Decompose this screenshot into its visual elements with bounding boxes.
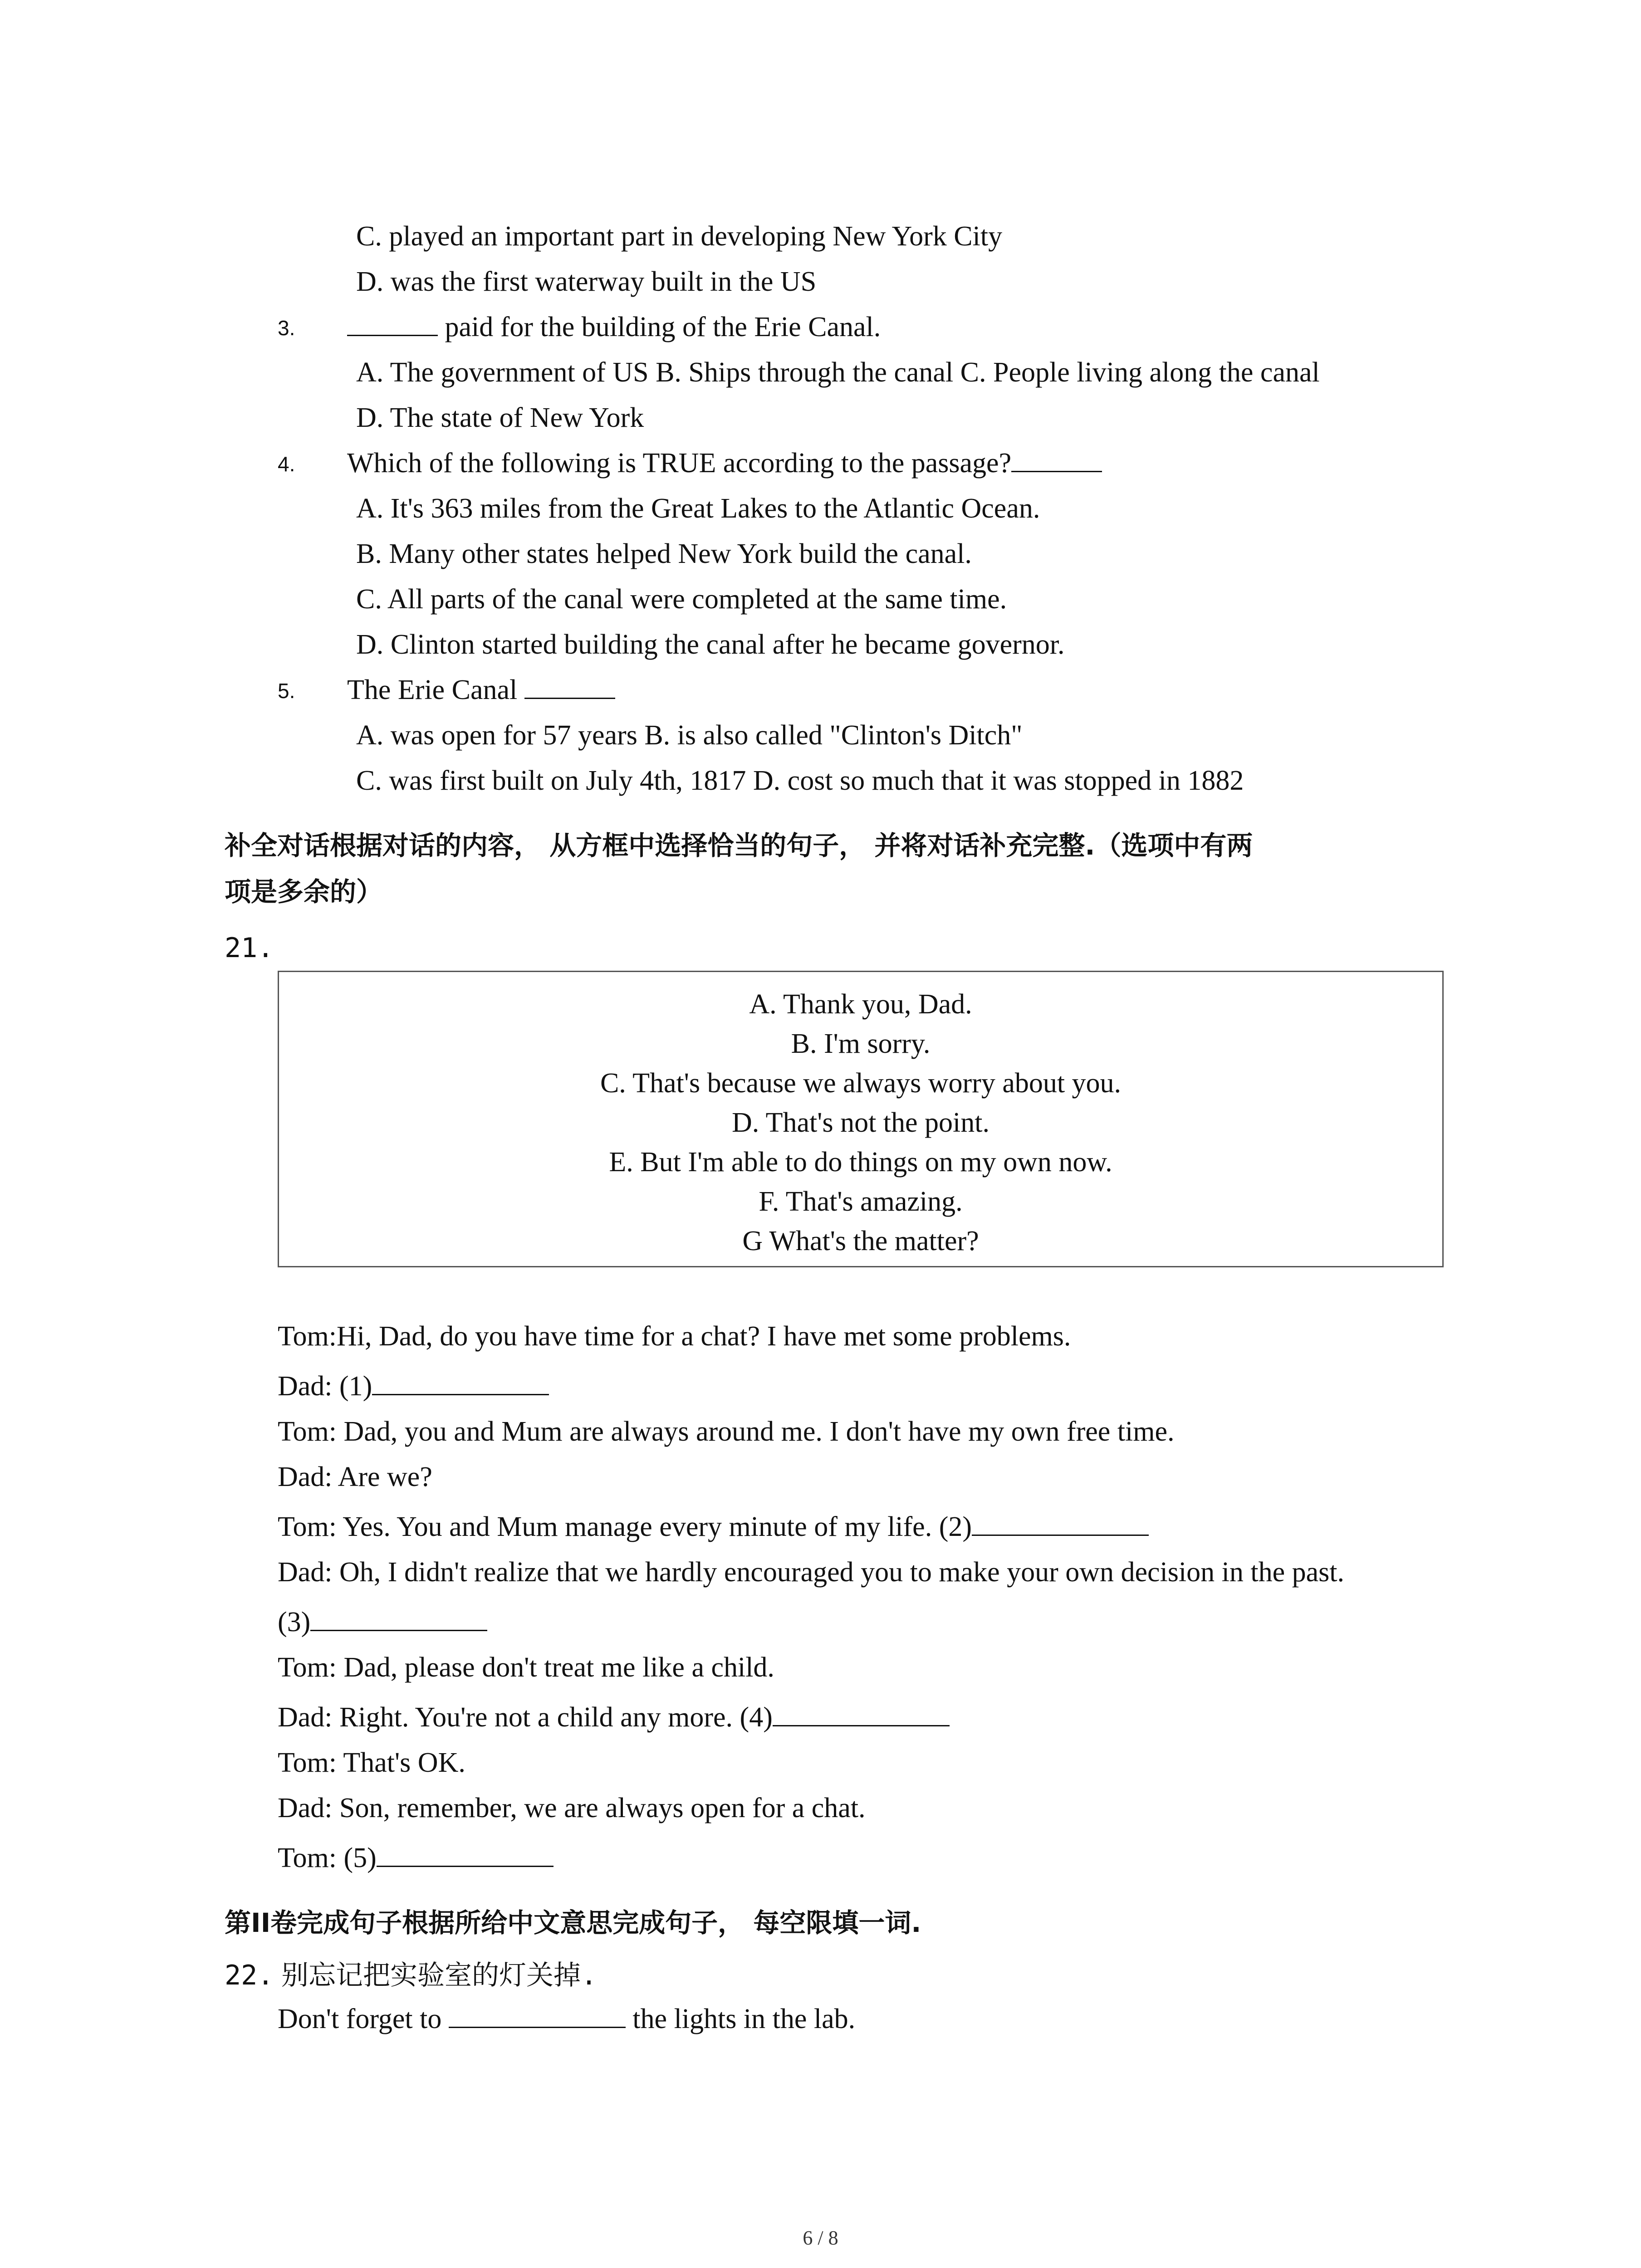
box-option-d: D. That's not the point. bbox=[732, 1107, 989, 1138]
blank-5[interactable] bbox=[377, 1866, 554, 1867]
dialogue-line-8: Tom: Dad, please don't treat me like a child. bbox=[278, 1652, 774, 1683]
q4-number: 4. bbox=[278, 452, 295, 476]
box-option-a: A. Thank you, Dad. bbox=[749, 989, 972, 1020]
blank-3[interactable] bbox=[310, 1630, 487, 1631]
q4-option-d: D. Clinton started building the canal after he became governor. bbox=[356, 629, 1065, 660]
dialogue-line-12-text: Tom: (5) bbox=[278, 1843, 377, 1873]
q3-option-d: D. The state of New York bbox=[356, 402, 644, 433]
q5-options-cd: C. was first built on July 4th, 1817 D. cost so much that it was stopped in 1882 bbox=[356, 765, 1244, 796]
dialogue-line-11: Dad: Son, remember, we are always open for a chat. bbox=[278, 1793, 866, 1823]
dialogue-line-5 bbox=[278, 1513, 1149, 1541]
dialogue-line-7-text: (3) bbox=[278, 1607, 311, 1637]
options-box bbox=[278, 971, 1444, 1267]
dialogue-line-9 bbox=[278, 1703, 950, 1731]
dialogue-section-heading-line1: 补全对话根据对话的内容， 从方框中选择恰当的句子， 并将对话补充完整.（选项中有两 bbox=[225, 830, 1253, 861]
q3-stem bbox=[347, 313, 881, 341]
blank-2[interactable] bbox=[972, 1535, 1149, 1536]
q22-prefix: Don't forget to bbox=[278, 2004, 449, 2034]
q3-options-abc: A. The government of US B. Ships through the canal C. People living along the canal bbox=[356, 357, 1320, 388]
blank-4[interactable] bbox=[773, 1725, 950, 1726]
q4-option-a: A. It's 363 miles from the Great Lakes to the Atlantic Ocean. bbox=[356, 493, 1040, 524]
q4-stem-text: Which of the following is TRUE according to the passage? bbox=[347, 448, 1012, 479]
q4-stem bbox=[347, 449, 1102, 477]
q3-number: 3. bbox=[278, 316, 295, 340]
dialogue-line-4: Dad: Are we? bbox=[278, 1461, 432, 1492]
dialogue-line-2 bbox=[278, 1372, 549, 1400]
box-option-b: B. I'm sorry. bbox=[791, 1028, 931, 1059]
dialogue-section-heading-line2: 项是多余的） bbox=[225, 876, 383, 907]
dialogue-line-5-text: Tom: Yes. You and Mum manage every minute of my life. (2) bbox=[278, 1511, 972, 1542]
dialogue-line-1: Tom:Hi, Dad, do you have time for a chat? I have met some problems. bbox=[278, 1321, 1071, 1352]
dialogue-line-10: Tom: That's OK. bbox=[278, 1747, 465, 1778]
blank-1[interactable] bbox=[372, 1394, 549, 1395]
q3-answer-blank[interactable] bbox=[347, 335, 438, 336]
question-21-number: 21. bbox=[225, 932, 274, 964]
q4-option-b: B. Many other states helped New York build the canal. bbox=[356, 538, 972, 569]
dialogue-line-6: Dad: Oh, I didn't realize that we hardly encouraged you to make your own decision in the past. bbox=[278, 1557, 1344, 1588]
q22-suffix: the lights in the lab. bbox=[625, 2004, 856, 2034]
box-option-c: C. That's because we always worry about you. bbox=[600, 1068, 1122, 1099]
dialogue-line-9-text: Dad: Right. You're not a child any more. (4) bbox=[278, 1702, 773, 1733]
box-option-e: E. But I'm able to do things on my own now. bbox=[609, 1147, 1112, 1178]
q2-option-c: C. played an important part in developing New York City bbox=[356, 221, 1003, 252]
q5-answer-blank[interactable] bbox=[524, 698, 615, 699]
question-22-english bbox=[278, 2005, 855, 2033]
q5-options-ab: A. was open for 57 years B. is also called "Clinton's Ditch" bbox=[356, 720, 1023, 751]
dialogue-line-3: Tom: Dad, you and Mum are always around me. I don't have my own free time. bbox=[278, 1416, 1175, 1447]
box-option-g: G What's the matter? bbox=[742, 1226, 979, 1256]
q22-answer-blank[interactable] bbox=[449, 2027, 626, 2028]
q4-answer-blank[interactable] bbox=[1011, 471, 1102, 472]
question-22-chinese: 别忘记把实验室的灯关掉. bbox=[281, 1960, 598, 1991]
sentence-section-heading: 第II卷完成句子根据所给中文意思完成句子， 每空限填一词. bbox=[225, 1907, 921, 1938]
q2-option-d: D. was the first waterway built in the US bbox=[356, 266, 817, 297]
q5-stem-text: The Erie Canal bbox=[347, 675, 524, 705]
question-22-number: 22. bbox=[225, 1960, 274, 1991]
box-option-f: F. That's amazing. bbox=[759, 1186, 963, 1217]
dialogue-line-12 bbox=[278, 1844, 554, 1872]
q4-option-c: C. All parts of the canal were completed at the same time. bbox=[356, 584, 1007, 615]
page-number: 6 / 8 bbox=[803, 2227, 838, 2249]
q5-stem bbox=[347, 676, 615, 704]
q3-stem-text: paid for the building of the Erie Canal. bbox=[438, 312, 881, 342]
q5-number: 5. bbox=[278, 679, 295, 703]
dialogue-line-2-text: Dad: (1) bbox=[278, 1371, 372, 1402]
dialogue-line-7 bbox=[278, 1608, 487, 1636]
